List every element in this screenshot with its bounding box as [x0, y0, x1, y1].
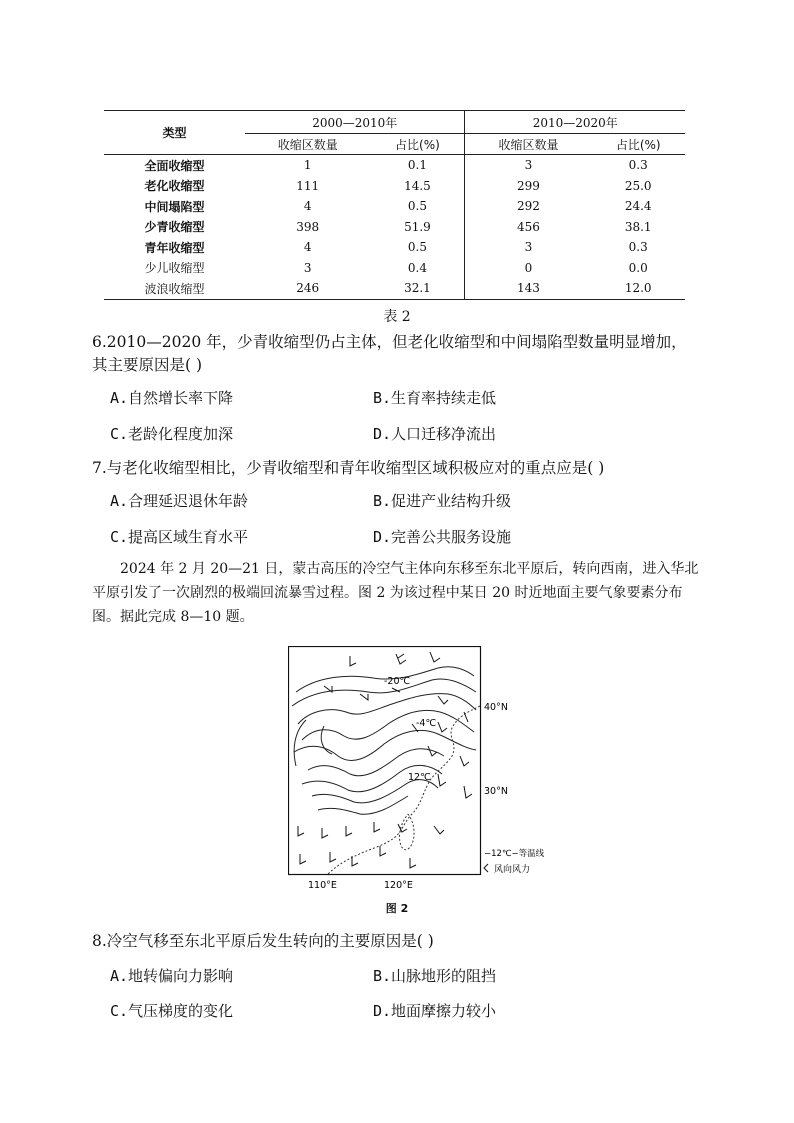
q6-stem-line1: 6.2010—2020 年，少青收缩型仍占主体，但老化收缩型和中间塌陷型数量明显增加， — [92, 333, 687, 351]
row-type: 老化收缩型 — [144, 179, 205, 194]
coastline-boundary — [328, 706, 480, 874]
row-count-2000: 3 — [303, 260, 312, 275]
lat-label-30: 30°N — [484, 786, 508, 797]
row-pct-2010: 38.1 — [624, 219, 652, 234]
q7-option-d[interactable]: D.完善公共服务设施 — [373, 528, 512, 546]
isotherm-label-m20: -20℃ — [384, 676, 411, 687]
row-pct-2010: 25.0 — [624, 178, 652, 193]
table-caption: 表 2 — [383, 309, 411, 325]
row-pct-2010: 0.0 — [628, 260, 648, 275]
table-row — [104, 155, 685, 176]
lon-label-110: 110°E — [308, 880, 337, 891]
row-count-2010: 143 — [465, 278, 591, 299]
col-pct-1: 占比(%) — [370, 134, 465, 155]
row-type: 中间塌陷型 — [144, 199, 205, 214]
period2-header: 2010—2020年 — [465, 111, 685, 134]
q6-option-c[interactable]: C.老龄化程度加深 — [110, 425, 234, 443]
q6-stem-line2: 其主要原因是( ) — [92, 356, 203, 374]
q8-option-d[interactable]: D.地面摩擦力较小 — [373, 1002, 497, 1020]
row-count-2000: 4 — [303, 199, 312, 214]
table-row — [104, 217, 685, 238]
row-pct-2000: 0.4 — [407, 260, 427, 275]
row-pct-2000: 0.5 — [407, 199, 427, 214]
row-pct-2010: 12.0 — [591, 278, 685, 299]
table-row — [104, 278, 685, 299]
legend-wind: 风向风力 — [494, 865, 531, 875]
row-count-2010: 299 — [465, 176, 591, 197]
row-pct-2000: 14.5 — [404, 178, 431, 193]
q6-option-b[interactable]: B.生育率持续走低 — [373, 389, 497, 407]
table-row — [104, 237, 685, 258]
q7-option-c[interactable]: C.提高区域生育水平 — [110, 528, 249, 546]
q8-stem: 8.冷空气移至东北平原后发生转向的主要原因是( ) — [92, 932, 434, 950]
row-pct-2000: 51.9 — [404, 219, 431, 234]
row-count-2010: 292 — [465, 196, 591, 217]
row-pct-2000: 32.1 — [370, 278, 465, 299]
weather-map-figure — [288, 646, 550, 896]
q8-option-b[interactable]: B.山脉地形的阻挡 — [373, 967, 497, 985]
period1-header: 2000—2010年 — [245, 111, 465, 134]
q7-stem: 7.与老化收缩型相比，少青收缩型和青年收缩型区域积极应对的重点应是( ) — [92, 459, 605, 477]
col-count-2: 收缩区数量 — [465, 134, 591, 155]
row-count-2000: 111 — [296, 178, 320, 193]
row-count-2000: 1 — [303, 158, 312, 173]
q7-option-b[interactable]: B.促进产业结构升级 — [373, 492, 512, 510]
col-pct-2: 占比(%) — [591, 134, 685, 155]
type-header: 类型 — [104, 111, 245, 155]
row-pct-2010: 0.3 — [628, 158, 648, 173]
row-pct-2010: 0.3 — [628, 240, 648, 255]
row-count-2010: 456 — [465, 217, 591, 238]
isotherm-label-m4: -4℃ — [416, 718, 437, 729]
reading-passage: 2024 年 2 月 20—21 日，蒙古高压的冷空气主体向东移至东北平原后，转向西南，进入华北平原引发了一次剧烈的极端回流暴雪过程。图 2 为该过程中某日 20 时近地面主要气象要素分布图。据此完成 8—10 题。 — [92, 561, 699, 625]
table-row — [104, 176, 685, 197]
q7-option-a[interactable]: A.合理延迟退休年龄 — [110, 492, 249, 510]
q8-option-a[interactable]: A.地转偏向力影响 — [110, 967, 234, 985]
figure-caption: 图 2 — [385, 902, 409, 915]
table-row — [104, 196, 685, 217]
q8-option-c[interactable]: C.气压梯度的变化 — [110, 1002, 234, 1020]
lat-label-40: 40°N — [484, 702, 508, 713]
row-count-2000: 4 — [303, 240, 312, 255]
row-count-2010: 3 — [465, 155, 591, 176]
population-shrinkage-table — [104, 110, 685, 300]
q6-option-a[interactable]: A.自然增长率下降 — [110, 389, 234, 407]
lon-label-120: 120°E — [384, 880, 413, 891]
row-count-2000: 246 — [245, 278, 370, 299]
row-count-2010: 3 — [465, 237, 591, 258]
row-pct-2000: 0.5 — [407, 240, 427, 255]
legend-isotherm: −12℃−等温线 — [484, 849, 545, 859]
row-type: 少青收缩型 — [144, 220, 205, 235]
col-count-1: 收缩区数量 — [245, 134, 370, 155]
row-type: 全面收缩型 — [144, 158, 205, 173]
isotherm-label-12: 12℃ — [408, 772, 431, 783]
q6-option-d[interactable]: D.人口迁移净流出 — [373, 425, 497, 443]
row-pct-2000: 0.1 — [407, 158, 427, 173]
row-type: 青年收缩型 — [144, 240, 205, 255]
row-type: 少儿收缩型 — [144, 261, 205, 276]
table-row — [104, 258, 685, 279]
row-type: 波浪收缩型 — [104, 278, 245, 299]
row-count-2000: 398 — [296, 219, 320, 234]
row-count-2010: 0 — [465, 258, 591, 279]
isotherm-lines — [292, 667, 476, 815]
row-pct-2010: 24.4 — [624, 199, 652, 214]
wind-legend-icon — [484, 864, 488, 872]
